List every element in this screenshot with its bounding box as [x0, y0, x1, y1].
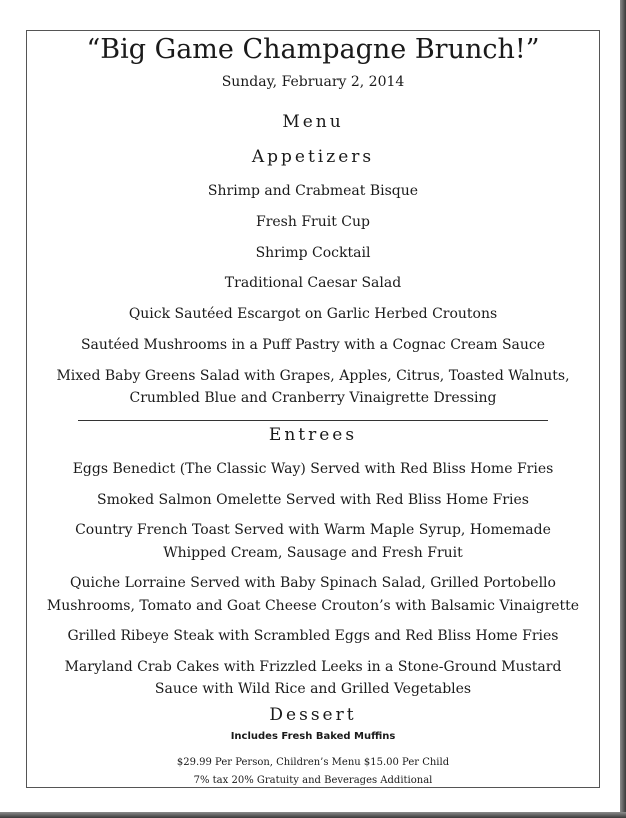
entree-item: Country French Toast Served with Warm Maple Syrup, Homemade — [75, 522, 551, 538]
entree-item: Eggs Benedict (The Classic Way) Served with Red Bliss Home Fries — [72, 461, 554, 477]
appetizer-item: Shrimp Cocktail — [255, 245, 371, 261]
entrees-heading: Entrees — [268, 425, 358, 445]
appetizers-heading: Appetizers — [251, 147, 375, 167]
appetizer-item: Sautéed Mushrooms in a Puff Pastry with a Cognac Cream Sauce — [80, 337, 546, 353]
appetizer-item: Quick Sautéed Escargot on Garlic Herbed Croutons — [128, 306, 498, 322]
window-bottom-edge — [0, 812, 626, 818]
appetizer-item: Fresh Fruit Cup — [255, 214, 370, 230]
appetizer-item: Mixed Baby Greens Salad with Grapes, Apples, Citrus, Toasted Walnuts, — [56, 368, 570, 384]
entree-item: Grilled Ribeye Steak with Scrambled Eggs and Red Bliss Home Fries — [67, 628, 559, 644]
menu-heading: Menu — [282, 112, 344, 132]
window-right-edge — [620, 0, 626, 818]
entree-item: Sauce with Wild Rice and Grilled Vegetables — [154, 681, 472, 697]
entree-item: Maryland Crab Cakes with Frizzled Leeks in a Stone-Ground Mustard — [64, 659, 562, 675]
pricing-line: $29.99 Per Person, Children’s Menu $15.00 Per Child — [176, 757, 450, 768]
menu-title: “Big Game Champagne Brunch!” — [86, 34, 540, 65]
appetizer-item: Shrimp and Crabmeat Bisque — [207, 183, 419, 199]
pricing-line: 7% tax 20% Gratuity and Beverages Additional — [193, 775, 433, 786]
menu-date: Sunday, February 2, 2014 — [221, 74, 405, 90]
appetizer-item: Traditional Caesar Salad — [224, 275, 402, 291]
entree-item: Quiche Lorraine Served with Baby Spinach Salad, Grilled Portobello — [70, 575, 556, 591]
entree-item: Whipped Cream, Sausage and Fresh Fruit — [163, 545, 463, 561]
dessert-heading: Dessert — [269, 705, 357, 725]
appetizer-item: Crumbled Blue and Cranberry Vinaigrette Dressing — [129, 390, 497, 406]
entree-item: Mushrooms, Tomato and Goat Cheese Crouton’s with Balsamic Vinaigrette — [46, 598, 580, 614]
entree-item: Smoked Salmon Omelette Served with Red Bliss Home Fries — [97, 492, 529, 508]
dessert-note: Includes Fresh Baked Muffins — [230, 731, 396, 742]
section-divider — [78, 420, 548, 421]
